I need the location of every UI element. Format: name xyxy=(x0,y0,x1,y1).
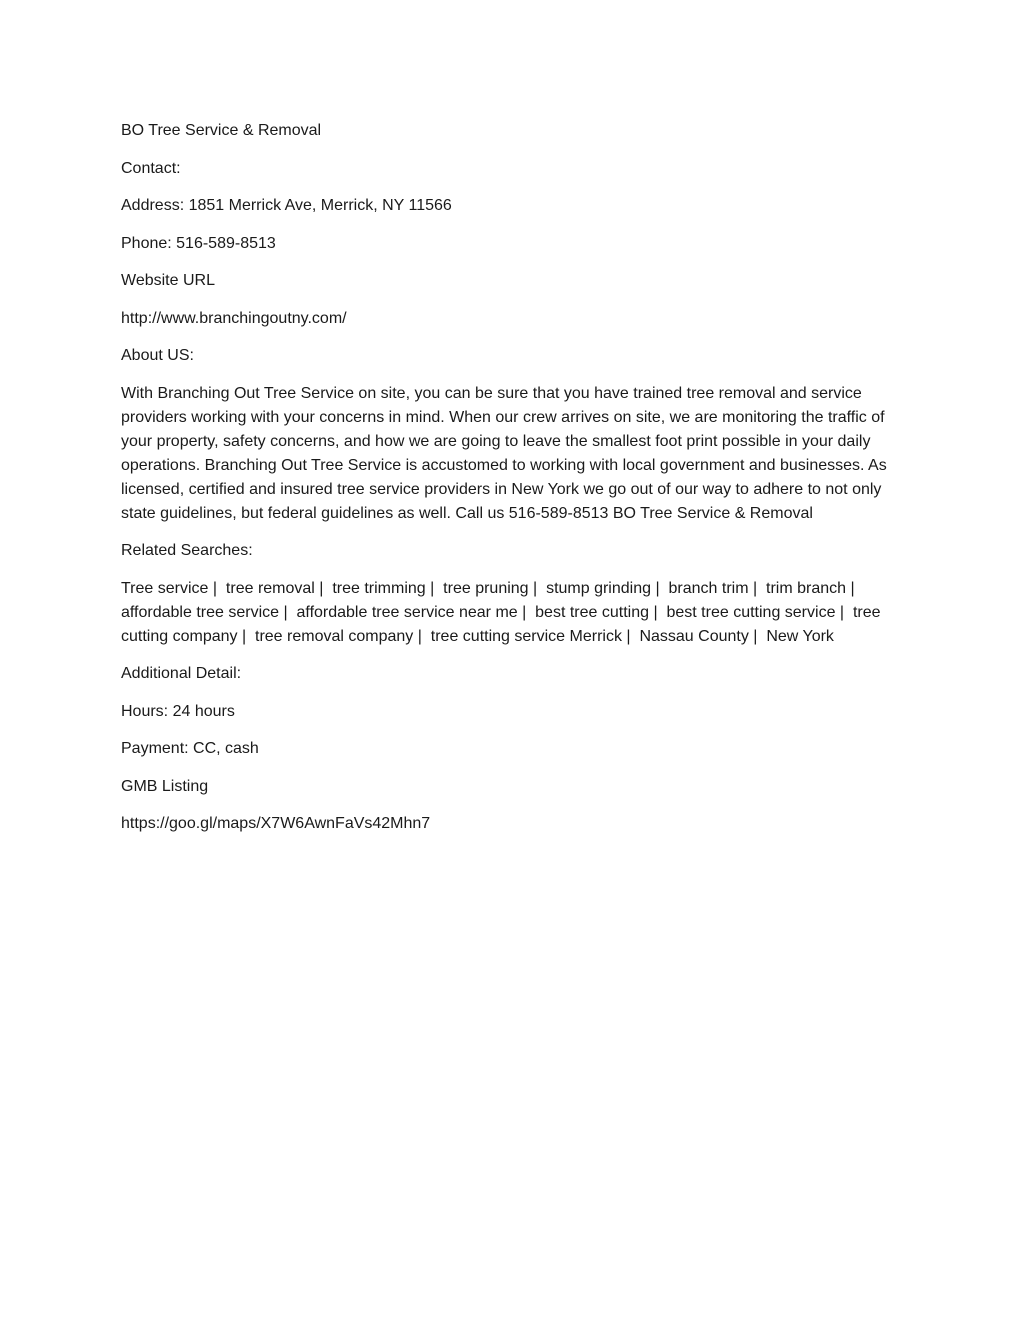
related-searches-label: Related Searches: xyxy=(121,542,253,559)
gmb-listing-url: https://goo.gl/maps/X7W6AwnFaVs42Mhn7 xyxy=(121,815,431,832)
website-url: http://www.branchingoutny.com/ xyxy=(121,309,347,327)
payment-line: Payment: CC, cash xyxy=(121,740,259,757)
website-label: Website URL xyxy=(121,272,215,289)
document-title: BO Tree Service & Removal xyxy=(121,122,322,139)
hours-line: Hours: 24 hours xyxy=(121,702,235,720)
about-label: About US: xyxy=(121,347,194,364)
document-page xyxy=(121,119,907,850)
about-text: With Branching Out Tree Service on site, you can be sure that you have trained tree removal and service providers working with your concerns in mind. When our crew arrives on site, we are monitoring the traffic of your property, safety concerns, and how we are going to leave the smallest foot print possible in your daily operations. Branching Out Tree Service is accustomed to working with local government and businesses. As licensed, certified and insured tree service providers in New York we go out of our way to adhere to not only state guidelines, but federal guidelines as well. Call us 516-589-8513 BO Tree Service & Removal xyxy=(121,384,887,522)
address-line: Address: 1851 Merrick Ave, Merrick, NY 11566 xyxy=(121,197,452,214)
phone-line: Phone: 516-589-8513 xyxy=(121,234,276,252)
gmb-listing-label: GMB Listing xyxy=(121,777,209,795)
related-searches-list: Tree service | tree removal | tree trimming | tree pruning | stump grinding | branch trim | trim branch | affordable tree service | affordable tree service near me | best tree cutting | best tree cutting service | tree cutting company | tree removal company | tree cutting service Merrick | Nassau County | New York xyxy=(121,579,885,645)
additional-detail-label: Additional Detail: xyxy=(121,665,242,682)
contact-label: Contact: xyxy=(121,159,181,177)
